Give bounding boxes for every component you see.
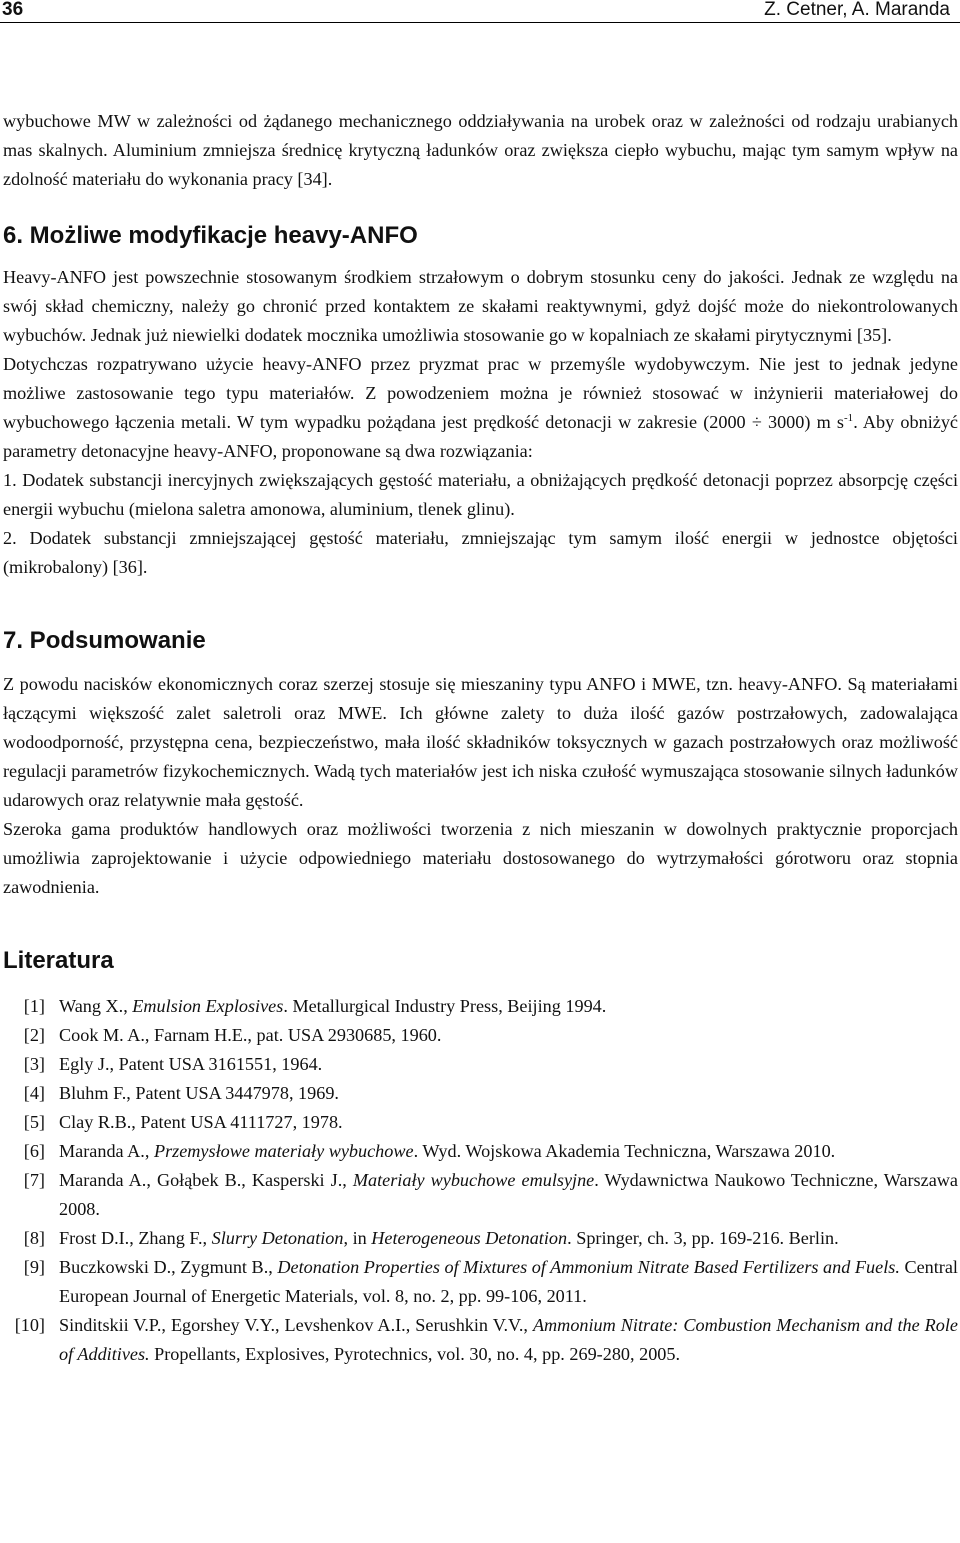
reference-item — [3, 1224, 958, 1253]
unit-exponent: -1 — [844, 411, 854, 424]
section-6-heading: 6. Możliwe modyfikacje heavy-ANFO — [3, 222, 418, 249]
reference-text: Bluhm F., Patent USA 3447978, 1969. — [59, 1083, 339, 1103]
reference-text: Buczkowski D., Zygmunt B., — [59, 1257, 278, 1277]
section-6-paragraph-2 — [3, 350, 958, 466]
reference-text: . Springer, ch. 3, pp. 169-216. Berlin. — [567, 1228, 839, 1248]
article-body — [3, 107, 958, 1369]
reference-number: [4] — [23, 1083, 45, 1103]
reference-text: Frost D.I., Zhang F., — [59, 1228, 212, 1248]
reference-item — [3, 1311, 958, 1369]
reference-number: [2] — [23, 1025, 45, 1045]
reference-item — [3, 1050, 958, 1079]
section-6-paragraph-2-text-a: Dotychczas rozpatrywano użycie heavy-ANFO przez pryzmat prac w przemyśle wydobywczym. Nie jest to jednak jedyne możliwe zastosowanie tego typu materiałów. Z powodzeniem można je również stosować w inżynierii materiałowej do wybuchowego łączenia metali. W tym wypadku pożądana jest prędkość detonacji w zakresie (2000 ÷ 3000) m s — [3, 354, 958, 432]
reference-text: Central European Journal of Energetic Materials, vol. 8, no. 2, pp. 99-106, 2011. — [59, 1257, 958, 1306]
reference-text: Clay R.B., Patent USA 4111727, 1978. — [59, 1112, 343, 1132]
reference-number: [7] — [23, 1170, 45, 1190]
section-7-paragraph-2: Szeroka gama produktów handlowych oraz możliwości tworzenia z nich mieszanin w dowolnych praktycznie proporcjach umożliwia zaprojektowanie i użycie odpowiedniego materiału dostosowanego do wytrzymałości górotworu oraz stopnia zawodnienia. — [3, 819, 958, 897]
reference-text: Sinditskii V.P., Egorshey V.Y., Levshenkov A.I., Serushkin V.V., — [59, 1315, 533, 1335]
reference-title: Materiały wybuchowe emulsyjne — [352, 1170, 595, 1190]
page-number: 36 — [2, 0, 24, 20]
reference-number: [9] — [23, 1257, 45, 1277]
reference-item — [3, 1137, 958, 1166]
reference-text: Maranda A., — [59, 1141, 154, 1161]
reference-text: . Wydawnictwa Naukowo Techniczne, Warszawa 2008. — [59, 1170, 958, 1219]
reference-number: [3] — [23, 1054, 45, 1074]
reference-text: Propellants, Explosives, Pyrotechnics, vol. 30, no. 4, pp. 269-280, 2005. — [149, 1344, 681, 1364]
reference-text: , in — [343, 1228, 372, 1248]
reference-number: [6] — [23, 1141, 45, 1161]
reference-item — [3, 1021, 958, 1050]
reference-list — [3, 992, 958, 1369]
reference-title: Detonation Properties of Mixtures of Ammonium Nitrate Based Fertilizers and Fuels. — [277, 1257, 900, 1277]
reference-title: Slurry Detonation — [211, 1228, 344, 1248]
literatura-heading: Literatura — [3, 947, 114, 974]
reference-text: . Wyd. Wojskowa Akademia Techniczna, Warszawa 2010. — [413, 1141, 836, 1161]
reference-item — [3, 1166, 958, 1224]
reference-item — [3, 1253, 958, 1311]
section-7-heading: 7. Podsumowanie — [3, 627, 206, 654]
reference-title: Emulsion Explosives — [132, 996, 284, 1016]
reference-item — [3, 992, 958, 1021]
section-7-paragraph-1: Z powodu nacisków ekonomicznych coraz szerzej stosuje się mieszaniny typu ANFO i MWE, tzn. heavy-ANFO. Są materiałami łączącymi większość zalet saletroli oraz MWE. Ich główne zalety to duża ilość gazów postrzałowych, zadowalająca wodoodporność, przystępna cena, bezpieczeństwo, mała ilość składników toksycznych w gazach postrzałowych oraz możliwość regulacji parametrów fizykochemicznych. Wadą tych materiałów jest ich niska czułość wymuszająca stosowanie silnych ładunków udarowych oraz relatywnie mała gęstość. — [3, 674, 958, 810]
reference-item — [3, 1079, 958, 1108]
page-header — [0, 0, 960, 23]
reference-title: Przemysłowe materiały wybuchowe — [153, 1141, 414, 1161]
reference-text: Cook M. A., Farnam H.E., pat. USA 2930685, 1960. — [59, 1025, 442, 1045]
section-6-paragraph-1: Heavy-ANFO jest powszechnie stosowanym środkiem strzałowym o dobrym stosunku ceny do jakości. Jednak ze względu na swój skład chemiczny, należy go chronić przed kontaktem ze skałami reaktywnymi, gdyż dojść może do niekontrolowanych wybuchów. Jednak już niewielki dodatek mocznika umożliwia stosowanie go w kopalniach ze skałami pirytycznymi [35]. — [3, 267, 958, 345]
section-6-list-item-1: 1. Dodatek substancji inercyjnych zwiększających gęstość materiału, a obniżających prędkość detonacji poprzez absorpcję części energii wybuchu (mielona saletra amonowa, aluminium, tlenek glinu). — [3, 470, 958, 519]
section-6-list-item-2: 2. Dodatek substancji zmniejszającej gęstość materiału, zmniejszając tym samym ilość energii w jednostce objętości (mikrobalony) [36]. — [3, 528, 958, 577]
reference-text: . Metallurgical Industry Press, Beijing 1994. — [283, 996, 607, 1016]
reference-title: Heterogeneous Detonation — [371, 1228, 568, 1248]
reference-text: Wang X., — [59, 996, 133, 1016]
reference-text: Maranda A., Gołąbek B., Kasperski J., — [59, 1170, 353, 1190]
section-6-paragraph-2-text-b: . Aby obniżyć parametry detonacyjne heavy-ANFO, proponowane są dwa rozwiązania: — [3, 412, 958, 461]
intro-paragraph: wybuchowe MW w zależności od żądanego mechanicznego oddziaływania na urobek oraz w zależności od rodzaju urabianych mas skalnych. Aluminium zmniejsza średnicę krytyczną ładunków oraz zwiększa ciepło wybuchu, mając tym samym wpływ na zdolność materiału do wykonania pracy [34]. — [3, 111, 958, 189]
reference-number: [8] — [23, 1228, 45, 1248]
reference-number: [1] — [23, 996, 45, 1016]
reference-text: Egly J., Patent USA 3161551, 1964. — [59, 1054, 323, 1074]
reference-number: [10] — [14, 1315, 45, 1335]
reference-item — [3, 1108, 958, 1137]
reference-number: [5] — [23, 1112, 45, 1132]
reference-title: Ammonium Nitrate: Combustion Mechanism and the Role of Additives. — [59, 1315, 958, 1364]
running-head-authors: Z. Cetner, A. Maranda — [764, 0, 950, 20]
